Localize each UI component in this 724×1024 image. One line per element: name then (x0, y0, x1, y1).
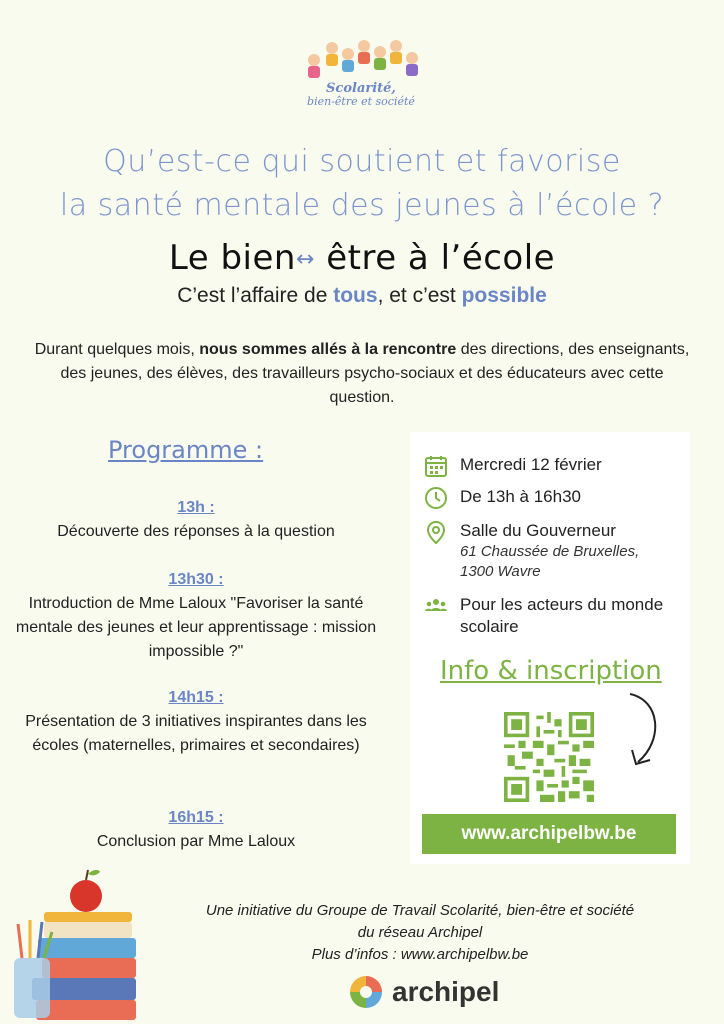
books-apple-illustration (8, 862, 138, 1024)
info-place-text: Salle du Gouverneur (460, 521, 616, 540)
curved-arrow-icon (620, 690, 670, 770)
headline-part2: être à l’école (326, 238, 556, 278)
info-audience-text: Pour les acteurs du monde scolaire (460, 595, 664, 636)
qr-code[interactable] (504, 712, 594, 802)
archipel-name: archipel (392, 976, 500, 1007)
subline-text-c: , et c’est (377, 284, 462, 307)
programme-item (10, 568, 382, 664)
programme-item (10, 496, 382, 544)
footer-line1: Une initiative du Groupe de Travail Scolarité, bien-être et société (205, 902, 635, 919)
programme-time: 14h15 : (168, 689, 224, 706)
info-address-line2: 1300 Wavre (460, 563, 541, 580)
headline-part1: Le bien (168, 238, 296, 278)
archipel-swirl-icon (348, 974, 384, 1010)
headline (0, 238, 724, 278)
programme-title: Programme : (108, 436, 264, 464)
programme-item (10, 686, 382, 758)
info-hours-text: De 13h à 16h30 (460, 487, 581, 506)
subline (0, 284, 724, 308)
scolarite-logo (296, 36, 426, 112)
info-address-line1: 61 Chaussée de Bruxelles, (460, 543, 640, 560)
main-question (20, 140, 704, 228)
children-illustration (300, 36, 424, 82)
intro-paragraph (30, 338, 694, 410)
archipel-logo (348, 972, 508, 1012)
logo-line1: Scolarité, (326, 81, 396, 96)
inscription-title: Info & inscription (440, 656, 662, 686)
programme-time: 13h30 : (168, 571, 224, 588)
clock-icon (424, 486, 448, 510)
website-link-button[interactable]: www.archipelbw.be (422, 814, 676, 854)
programme-text: Présentation de 3 initiatives inspirantes dans les écoles (maternelles, primaires et secondaires) (25, 713, 367, 754)
question-line2: la santé mentale des jeunes à l’école ? (59, 188, 665, 223)
intro-text-c: des directions, des enseignants, des jeunes, des élèves, des travailleurs psycho-sociaux et des éducateurs avec cette question. (60, 341, 690, 406)
programme-text: Conclusion par Mme Laloux (96, 833, 296, 850)
programme-item (10, 806, 382, 854)
intro-text-a: Durant quelques mois, (34, 341, 200, 358)
people-icon (424, 594, 448, 618)
footer-line3: Plus d’infos : www.archipelbw.be (311, 946, 529, 963)
programme-time: 16h15 : (168, 809, 224, 826)
footer-text (140, 900, 700, 966)
location-pin-icon (424, 520, 448, 544)
info-date-text: Mercredi 12 février (460, 455, 602, 474)
double-arrow-icon: ↔ (295, 247, 315, 272)
programme-text: Introduction de Mme Laloux "Favoriser la santé mentale des jeunes et leur apprentissage : mission impossible ?" (15, 595, 377, 660)
question-line1: Qu’est-ce qui soutient et favorise (103, 144, 621, 179)
subline-possible: possible (461, 284, 547, 307)
programme-text: Découverte des réponses à la question (57, 523, 335, 540)
subline-text-a: C’est l’affaire de (177, 284, 334, 307)
intro-bold: nous sommes allés à la rencontre (199, 341, 457, 358)
subline-tous: tous (333, 284, 378, 307)
programme-time: 13h : (177, 499, 215, 516)
calendar-icon (424, 454, 448, 478)
logo-line2: bien-être et société (307, 95, 415, 108)
footer-line2: du réseau Archipel (357, 924, 483, 941)
